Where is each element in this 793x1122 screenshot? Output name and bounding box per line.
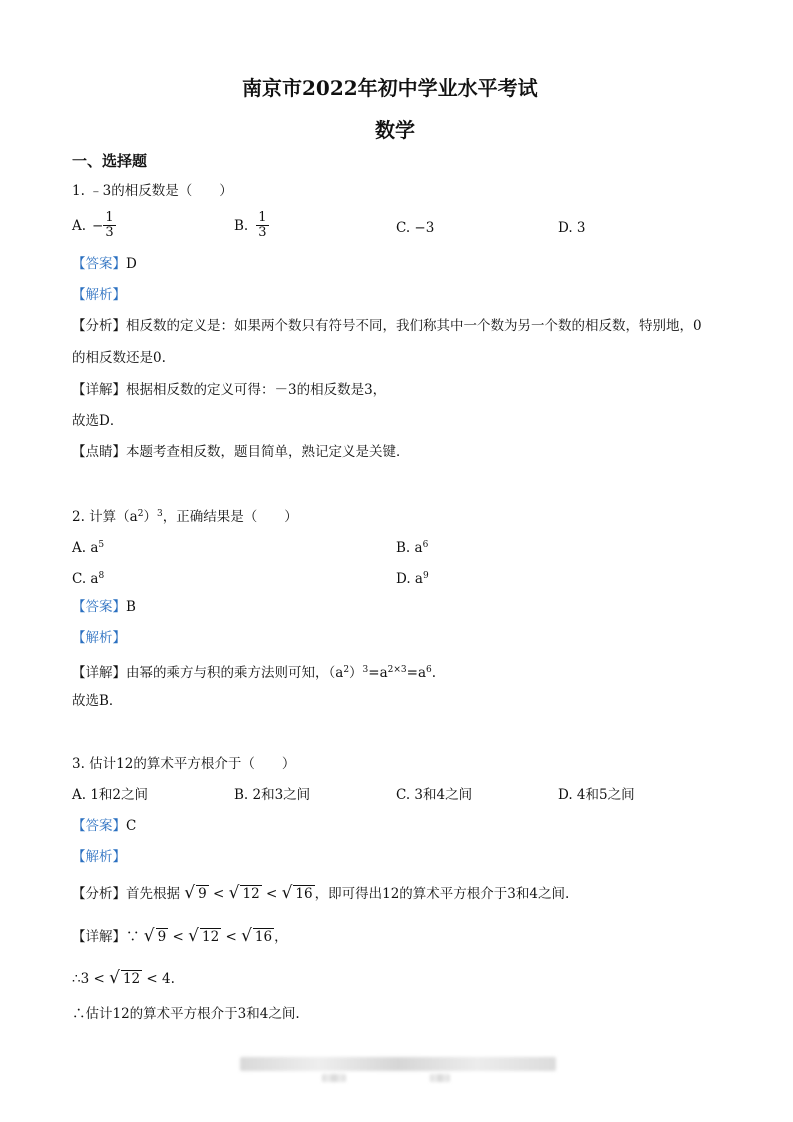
q2-stem-post: ，正确结果是（ ） (162, 509, 298, 525)
footer-watermark-small-2 (430, 1074, 450, 1082)
q1-xiangjie-text: 根据相反数的定义可得：－3的相反数是3， (126, 382, 387, 398)
q2-option-a (72, 535, 104, 558)
q2-analysis-tag: 【解析】 (72, 630, 126, 646)
sqrt-icon: √ (228, 883, 240, 903)
sqrt-icon: √ (143, 926, 155, 946)
q1-option-a-prefix: A. (72, 217, 87, 234)
sqrt-icon: √ (109, 968, 120, 988)
q2-xiangjie-exp2: 3 (362, 665, 369, 675)
q3-fenxi-post: ，即可得出12的算术平方根介于3和4之间. (314, 886, 570, 902)
q1-option-a-denominator: 3 (105, 225, 114, 240)
q2-xiangjie-mid1: ） (349, 665, 363, 681)
q2-option-b-exp: 6 (422, 540, 429, 550)
q3-stem: 3. 估计12的算术平方根介于（ ） (72, 756, 296, 772)
q2-answer-value: B (126, 599, 136, 615)
q1-dianjing-line (72, 442, 410, 462)
therefore-icon: ∴ (72, 971, 81, 987)
q3-fenxi-radicand-16: 16 (295, 886, 313, 902)
q2-xiangjie-exp1: 2 (343, 665, 350, 675)
sqrt-icon: √ (241, 926, 252, 946)
q1-option-b-fraction (256, 211, 268, 240)
q3-therefore-four: 4 (162, 971, 171, 987)
q1-option-b (234, 211, 269, 240)
sqrt-icon: √ (184, 883, 196, 903)
q2-option-c-exp: 8 (98, 571, 105, 581)
q1-option-a-sign: − (92, 217, 104, 234)
q2-option-d (396, 566, 429, 589)
q1-option-a-fraction (103, 211, 115, 240)
q1-option-b-prefix: B. (234, 217, 249, 234)
sqrt-icon: √ (281, 883, 293, 903)
q1-xiangjie-tag: 【详解】 (72, 382, 126, 398)
q3-therefore-lt2: < (146, 971, 158, 987)
q3-xiangjie-tag: 【详解】 (72, 929, 126, 945)
q3-fenxi-lt1: < (213, 886, 225, 902)
q1-answer-value: D (126, 256, 137, 272)
q3-xiangjie-radicand-9: 9 (157, 929, 167, 945)
q2-stem-mid: ） (143, 509, 157, 525)
q2-option-b (396, 535, 428, 558)
q1-fenxi-line1 (72, 316, 702, 336)
q2-option-c-text: C. a (72, 571, 99, 587)
q1-answer-line (72, 254, 137, 274)
q2-stem (72, 504, 298, 527)
q2-stem-pre: 2. 计算（a (72, 509, 138, 525)
q3-fenxi-lt2: < (265, 886, 278, 902)
q2-stem-exp2: 3 (156, 509, 163, 519)
q2-option-b-text: B. a (396, 540, 423, 556)
q3-xiangjie-radicand-12: 12 (201, 929, 220, 945)
q3-fenxi-line (72, 883, 569, 904)
q1-option-b-denominator: 3 (258, 225, 267, 240)
exam-title: 南京市2022年初中学业水平考试 (242, 76, 538, 100)
q3-fenxi-radicand-12: 12 (242, 886, 260, 902)
q3-answer-line (72, 816, 136, 836)
q3-conclusion: ∴估计12的算术平方根介于3和4之间. (72, 1006, 300, 1022)
footer-watermark-small (322, 1074, 346, 1082)
q3-option-c: C. 3和4之间 (396, 787, 473, 803)
q1-option-a-numerator: 1 (105, 210, 114, 225)
q3-fenxi-radicand-9: 9 (198, 886, 207, 902)
q3-xiangjie-comma: ， (274, 929, 288, 945)
q2-xiangjie-tag: 【详解】 (72, 665, 126, 681)
q3-option-d: D. 4和5之间 (558, 787, 635, 803)
q3-therefore-radicand-12: 12 (122, 971, 141, 987)
q3-xiangjie-radicand-16: 16 (254, 929, 273, 945)
q3-answer-value: C (126, 818, 137, 834)
q3-therefore-period: . (170, 971, 175, 987)
q3-answer-tag: 【答案】 (72, 818, 126, 834)
q2-option-a-exp: 5 (98, 540, 105, 550)
q3-xiangjie-line (72, 926, 288, 947)
q3-therefore-line (72, 968, 175, 989)
q3-option-b: B. 2和3之间 (234, 787, 311, 803)
q1-choose: 故选D． (72, 413, 124, 429)
q2-answer-tag: 【答案】 (72, 599, 126, 615)
q3-option-a: A. 1和2之间 (72, 787, 149, 803)
q1-option-a (72, 211, 116, 240)
sqrt-icon: √ (188, 926, 199, 946)
q2-choose: 故选B． (72, 693, 123, 709)
q2-option-a-text: A. a (72, 540, 99, 556)
q2-xiangjie-line (72, 660, 436, 683)
q2-xiangjie-mid2: =a (368, 665, 388, 681)
q2-option-c (72, 566, 104, 589)
q1-answer-tag: 【答案】 (72, 256, 126, 272)
q1-option-b-numerator: 1 (258, 210, 267, 225)
q3-xiangjie-lt2: < (225, 929, 237, 945)
q2-stem-exp1: 2 (137, 509, 144, 519)
q1-fenxi-text: 相反数的定义是：如果两个数只有符号不同，我们称其中一个数为另一个数的相反数，特别地，0 (126, 318, 702, 334)
q1-stem: 1. ﹣3的相反数是（ ） (72, 183, 233, 199)
q2-xiangjie-exp3: 2×3 (387, 665, 407, 675)
q1-analysis-tag: 【解析】 (72, 287, 126, 303)
q2-option-d-text: D. a (396, 571, 423, 587)
q3-xiangjie-lt1: < (172, 929, 184, 945)
footer-watermark (240, 1057, 556, 1071)
q2-xiangjie-end: . (431, 665, 437, 681)
because-icon: ∵ (126, 929, 140, 945)
q1-dianjing-tag: 【点睛】 (72, 444, 126, 460)
q3-fenxi-pre: 首先根据 (126, 886, 180, 902)
subject-title: 数学 (375, 118, 415, 142)
section-heading: 一、选择题 (72, 152, 148, 170)
q1-xiangjie-line (72, 380, 386, 400)
q1-option-d: D. 3 (558, 220, 586, 236)
q1-dianjing-text: 本题考查相反数，题目简单，熟记定义是关键． (126, 444, 410, 460)
q2-answer-line (72, 597, 136, 617)
q2-xiangjie-pre: 由幂的乘方与积的乘方法则可知，（a (126, 665, 344, 681)
q1-fenxi-tag: 【分析】 (72, 318, 126, 334)
q2-xiangjie-mid3: =a (406, 665, 427, 681)
q3-therefore-three: 3 (80, 971, 90, 987)
q3-analysis-tag: 【解析】 (72, 849, 126, 865)
q2-xiangjie-exp4: 6 (426, 665, 432, 675)
q3-fenxi-tag: 【分析】 (72, 886, 126, 902)
q1-fenxi-line2: 的相反数还是0. (72, 350, 166, 366)
q3-therefore-lt1: < (93, 971, 105, 987)
q1-option-c: C. −3 (396, 220, 435, 236)
q2-option-d-exp: 9 (422, 571, 429, 581)
